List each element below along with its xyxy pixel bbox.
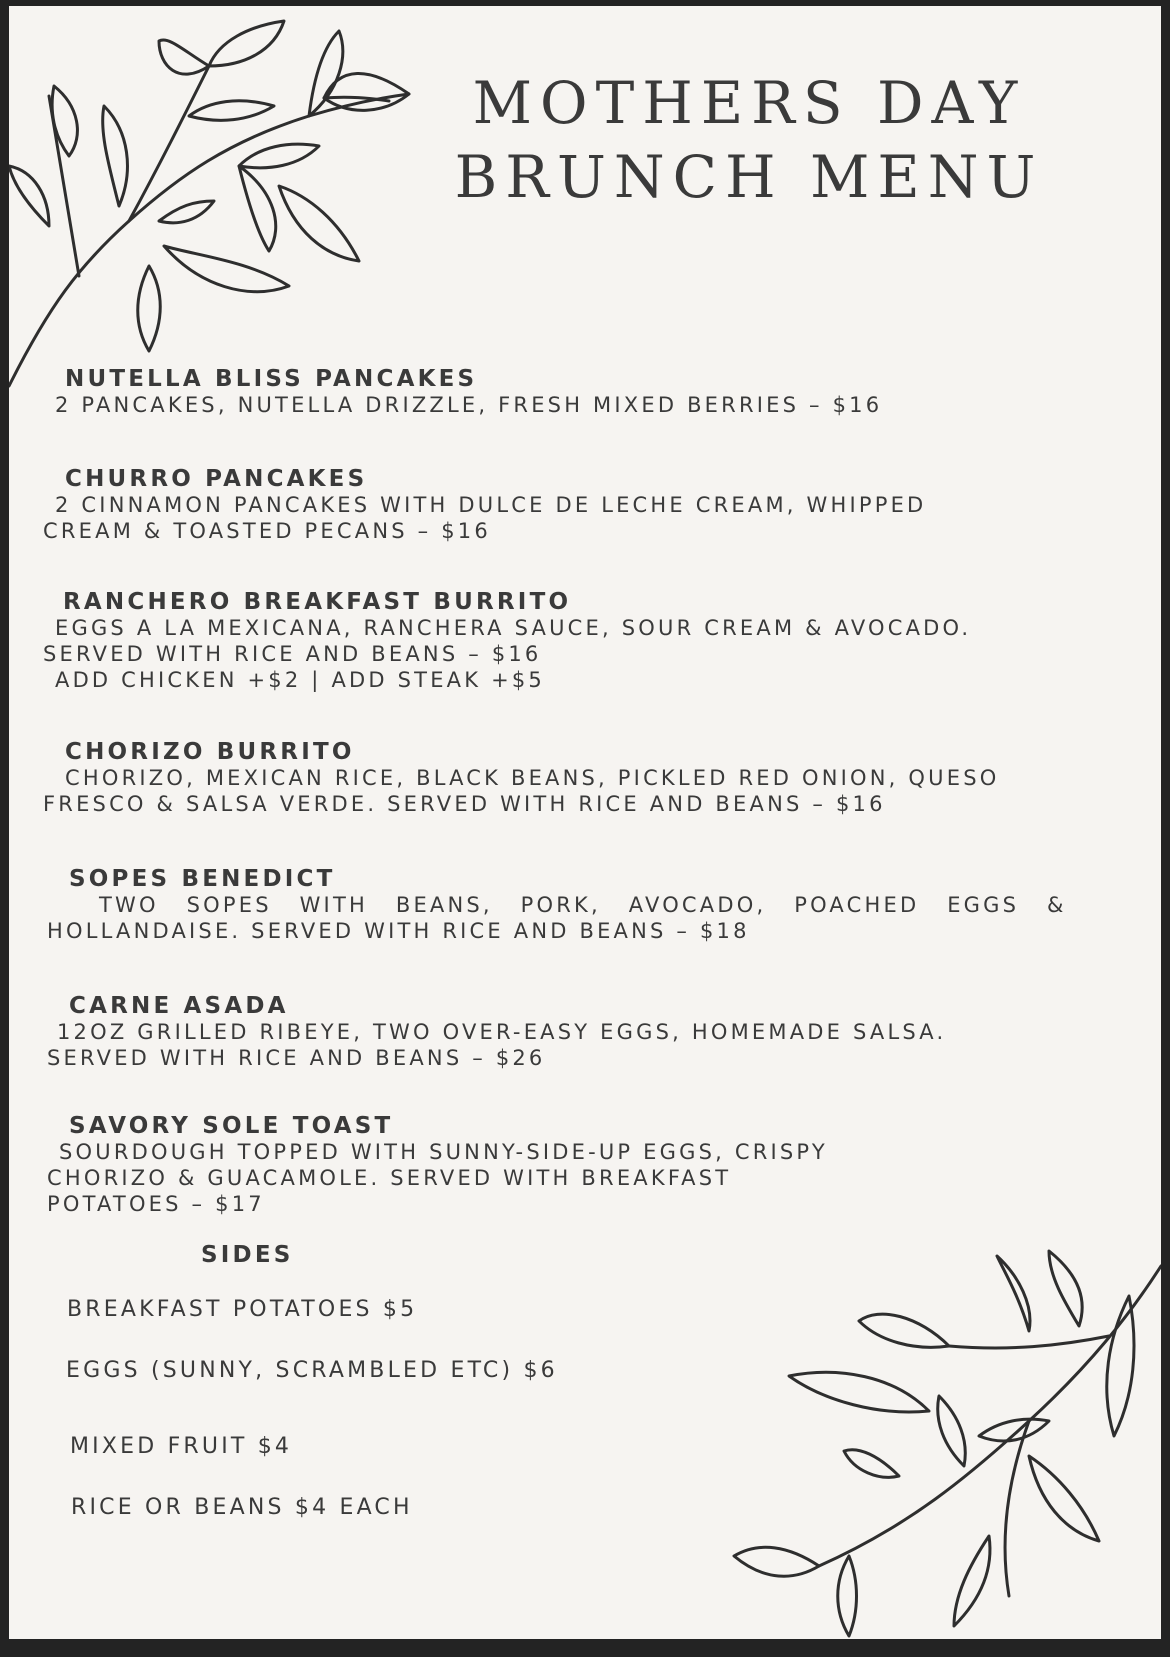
menu-item-description: CREAM & TOASTED PECANS – $16 (43, 519, 491, 543)
side-item: EGGS (SUNNY, SCRAMBLED ETC) $6 (66, 1358, 558, 1383)
menu-page (9, 6, 1161, 1639)
menu-item (43, 466, 926, 544)
menu-item-description: 2 CINNAMON PANCAKES WITH DULCE DE LECHE CREAM, WHIPPED (55, 493, 927, 517)
menu-item-description: HOLLANDAISE. SERVED WITH RICE AND BEANS – $18 (47, 919, 750, 943)
menu-title-line-2: BRUNCH MENU (454, 143, 1044, 211)
menu-item-name: SAVORY SOLE TOAST (69, 1113, 394, 1139)
menu-item-name: SOPES BENEDICT (69, 866, 336, 892)
menu-item-name: RANCHERO BREAKFAST BURRITO (63, 589, 572, 615)
menu-item-name: CARNE ASADA (69, 993, 289, 1019)
menu-item-name: CHORIZO BURRITO (65, 739, 355, 765)
side-item: RICE OR BEANS $4 EACH (71, 1495, 413, 1520)
menu-item-description: 12OZ GRILLED RIBEYE, TWO OVER-EASY EGGS, HOMEMADE SALSA. (57, 1020, 947, 1044)
menu-title-line-1: MOTHERS DAY (472, 69, 1026, 137)
menu-item-description: SOURDOUGH TOPPED WITH SUNNY-SIDE-UP EGGS, CRISPY (59, 1140, 828, 1164)
menu-title (439, 66, 1059, 214)
side-item: MIXED FRUIT $4 (70, 1434, 293, 1459)
sides-heading: SIDES (201, 1242, 294, 1268)
menu-item-description: SERVED WITH RICE AND BEANS – $26 (47, 1046, 546, 1070)
menu-item (43, 589, 971, 693)
menu-item-description: ADD CHICKEN +$2 | ADD STEAK +$5 (55, 668, 545, 692)
menu-item-description: FRESCO & SALSA VERDE. SERVED WITH RICE AND BEANS – $16 (43, 792, 886, 816)
menu-item (47, 993, 946, 1071)
menu-item (43, 739, 999, 817)
menu-item-description: SERVED WITH RICE AND BEANS – $16 (43, 642, 542, 666)
leaf-branch-icon-top-left (9, 6, 449, 396)
menu-item-name: NUTELLA BLISS PANCAKES (65, 366, 478, 392)
menu-item-name: CHURRO PANCAKES (65, 466, 368, 492)
menu-item-description: TWO SOPES WITH BEANS, PORK, AVOCADO, POACHED EGGS & (99, 893, 1067, 917)
leaf-branch-icon-bottom-right (729, 1236, 1161, 1639)
menu-item-description: POTATOES – $17 (47, 1192, 265, 1216)
menu-item-description: 2 PANCAKES, NUTELLA DRIZZLE, FRESH MIXED BERRIES – $16 (55, 393, 883, 417)
menu-item-description: CHORIZO & GUACAMOLE. SERVED WITH BREAKFAST (47, 1166, 732, 1190)
side-item: BREAKFAST POTATOES $5 (67, 1297, 418, 1322)
menu-item (47, 1113, 828, 1217)
menu-item (47, 866, 1067, 944)
menu-item-description: EGGS A LA MEXICANA, RANCHERA SAUCE, SOUR CREAM & AVOCADO. (55, 616, 972, 640)
menu-item (53, 366, 882, 418)
menu-item-description: CHORIZO, MEXICAN RICE, BLACK BEANS, PICKLED RED ONION, QUESO (65, 766, 1000, 790)
